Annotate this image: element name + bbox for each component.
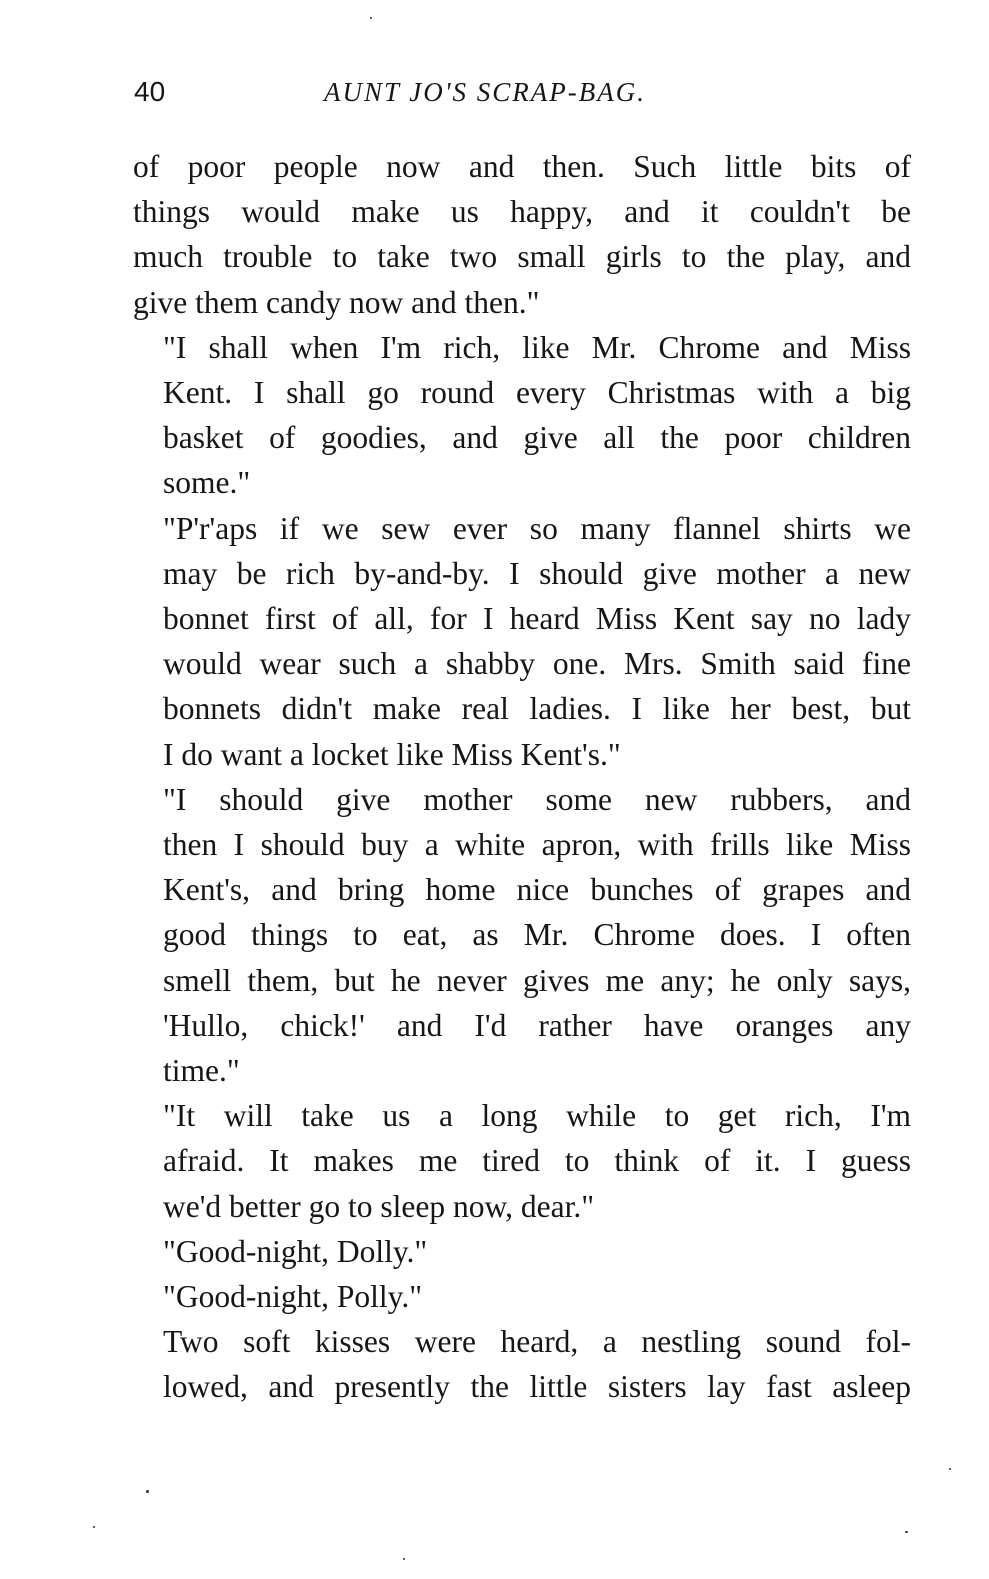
paragraph <box>133 325 911 506</box>
paper-speck <box>93 1526 95 1528</box>
text-line: may be rich by-and-by. I should give mother a new <box>163 555 911 591</box>
paper-speck <box>403 1558 405 1560</box>
running-head <box>134 72 914 112</box>
paragraph <box>133 1229 911 1274</box>
paragraph <box>133 144 911 325</box>
text-line: much trouble to take two small girls to the play, and <box>133 239 911 275</box>
paragraph <box>133 777 911 1093</box>
text-line: "I shall when I'm rich, like Mr. Chrome and Miss <box>163 329 911 365</box>
running-title: AUNT JO'S SCRAP-BAG. <box>324 77 646 107</box>
text-line: 'Hullo, chick!' and I'd rather have oranges any <box>163 1007 911 1043</box>
body-text <box>133 144 911 1410</box>
text-line: afraid. It makes me tired to think of it. I guess <box>163 1143 911 1179</box>
text-line: good things to eat, as Mr. Chrome does. I often <box>163 917 911 953</box>
text-line: "It will take us a long while to get rich, I'm <box>163 1098 911 1134</box>
paper-speck <box>370 17 372 19</box>
text-line: basket of goodies, and give all the poor children <box>163 420 911 456</box>
page-number: 40 <box>134 76 166 107</box>
text-line: give them candy now and then." <box>133 284 540 320</box>
text-line: "P'r'aps if we sew ever so many flannel shirts we <box>163 510 911 546</box>
text-line: Kent's, and bring home nice bunches of grapes and <box>163 872 911 908</box>
text-line: we'd better go to sleep now, dear." <box>163 1188 595 1224</box>
paragraph <box>133 1093 911 1229</box>
text-line: some." <box>163 465 251 501</box>
paragraph <box>133 1274 911 1319</box>
paragraph <box>133 506 911 777</box>
text-line: "Good-night, Dolly." <box>163 1233 428 1269</box>
text-line: would wear such a shabby one. Mrs. Smith said fine <box>163 646 911 682</box>
paper-speck <box>146 1490 149 1493</box>
text-line: then I should buy a white apron, with frills like Miss <box>163 827 911 863</box>
paper-speck <box>949 1468 951 1470</box>
paragraph <box>133 1319 911 1409</box>
paper-speck <box>905 1531 908 1533</box>
text-line: smell them, but he never gives me any; he only says, <box>163 962 911 998</box>
text-line: things would make us happy, and it couldn't be <box>133 194 911 230</box>
text-line: of poor people now and then. Such little bits of <box>133 149 911 184</box>
text-line: "I should give mother some new rubbers, and <box>163 781 911 817</box>
text-line: Kent. I shall go round every Christmas with a big <box>163 375 911 411</box>
text-line: lowed, and presently the little sisters lay fast asleep <box>163 1369 911 1405</box>
text-line: bonnet first of all, for I heard Miss Kent say no lady <box>163 601 911 637</box>
text-line: Two soft kisses were heard, a nestling sound fol- <box>163 1324 911 1360</box>
text-line: bonnets didn't make real ladies. I like her best, but <box>163 691 911 727</box>
text-line: "Good-night, Polly." <box>163 1279 423 1315</box>
text-line: I do want a locket like Miss Kent's." <box>163 736 621 772</box>
text-line: time." <box>163 1053 240 1089</box>
